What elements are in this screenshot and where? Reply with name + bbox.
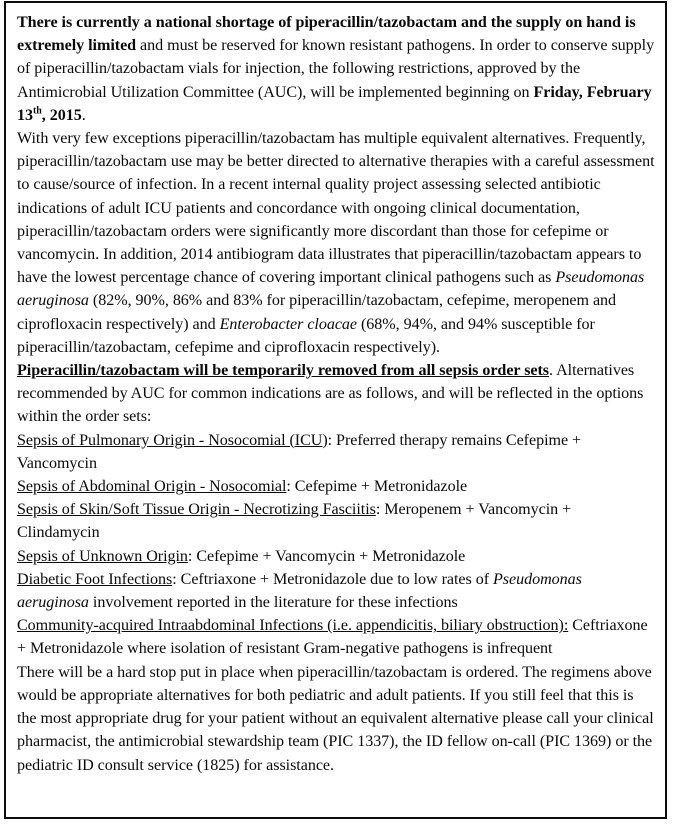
indication-item-community-acquired-intraabdominal bbox=[17, 614, 655, 660]
indication-label: Sepsis of Skin/Soft Tissue Origin - Necrotizing Fasciitis bbox=[17, 501, 376, 519]
indication-regimen: : Cefepime + Vancomycin + Metronidazole bbox=[187, 547, 466, 565]
indication-label: Community-acquired Intraabdominal Infections (i.e. appendicitis, biliary obstruction): bbox=[17, 617, 569, 635]
species-pseudomonas-aeruginosa: Pseudomonas aeruginosa bbox=[17, 570, 582, 612]
indication-item-abdominal-nosocomial bbox=[17, 475, 655, 498]
indication-regimen-tail: involvement reported in the literature for these infections bbox=[88, 594, 458, 612]
effective-date-main: Friday, February 13 bbox=[17, 83, 652, 124]
indication-regimen: : Meropenem + Vancomycin + Clindamycin bbox=[17, 501, 572, 542]
removal-notice-detail: . Alternatives recommended by AUC for common indications are as follows, and will be reflected in the options within the order sets: bbox=[17, 362, 644, 426]
paragraph-shortage-announcement bbox=[17, 11, 655, 127]
antibiogram-enterobacter-rates: (68%, 94%, and 94% susceptible for piperacillin/tazobactam, cefepime and ciprofloxacin respectively). bbox=[17, 315, 595, 356]
indication-regimen: Ceftriaxone + Metronidazole where isolation of resistant Gram-negative pathogens is infrequent bbox=[17, 617, 648, 658]
shortage-end-punctuation: . bbox=[81, 106, 86, 124]
indication-item-unknown-origin bbox=[17, 545, 655, 568]
effective-date-ordinal-suffix: th bbox=[33, 105, 42, 117]
shortage-lead-bold: There is currently a national shortage of piperacillin/tazobactam and the supply on hand is extremely limited bbox=[17, 14, 636, 55]
paragraph-removal-notice bbox=[17, 359, 655, 429]
indication-item-pulmonary-nosocomial bbox=[17, 429, 655, 475]
removal-notice-heading: Piperacillin/tazobactam will be temporarily removed from all sepsis order sets bbox=[17, 362, 550, 380]
indication-item-diabetic-foot bbox=[17, 568, 655, 614]
indication-regimen-lead: : Ceftriaxone + Metronidazole due to low rates of bbox=[172, 570, 493, 588]
document-body bbox=[6, 3, 665, 783]
indication-label: Sepsis of Abdominal Origin - Nosocomial bbox=[17, 478, 287, 496]
document-page-border bbox=[4, 1, 667, 819]
paragraph-closing-contacts: There will be a hard stop put in place when piperacillin/tazobactam is ordered. The regimens above would be appropriate alternatives for both pediatric and adult patients. If you still feel that this is the most appropriate drug for your patient without an equivalent alternative please call your clinical pharmacist, the antimicrobial stewardship team (PIC 1337), the ID fellow on-call (PIC 1369) or the pediatric ID consult service (1825) for assistance. bbox=[17, 663, 654, 774]
effective-date-year: , 2015 bbox=[41, 106, 82, 124]
antibiogram-pseudomonas-rates: (82%, 90%, 86% and 83% for piperacillin/tazobactam, cefepime, meropenem and ciprofloxacin respectively) and bbox=[17, 292, 617, 333]
indication-label: Sepsis of Unknown Origin bbox=[17, 547, 188, 565]
indication-item-skin-soft-tissue bbox=[17, 498, 655, 544]
rationale-body-text: With very few exceptions piperacillin/tazobactam has multiple equivalent alternatives. Frequently, piperacillin/tazobactam use may be better directed to alternative therapies with a careful assessment to cause/source of infection. In a recent internal quality project assessing selected antibiotic indications of adult ICU patients and concordance with ongoing clinical documentation, piperacillin/tazobactam orders were significantly more discordant than those for cefepime or vancomycin. In addition, 2014 antibiogram data illustrates that piperacillin/tazobactam appears to have the lowest percentage chance of covering important clinical pathogens such as bbox=[17, 130, 655, 287]
species-enterobacter-cloacae: Enterobacter cloacae bbox=[219, 315, 358, 333]
indication-regimen: : Preferred therapy remains Cefepime + Vancomycin bbox=[17, 431, 582, 472]
indication-regimen: : Cefepime + Metronidazole bbox=[286, 478, 468, 496]
species-pseudomonas-aeruginosa: Pseudomonas aeruginosa bbox=[17, 269, 645, 310]
indication-label: Sepsis of Pulmonary Origin - Nosocomial (ICU) bbox=[17, 431, 328, 449]
indication-label: Diabetic Foot Infections bbox=[17, 570, 173, 588]
shortage-body-text: and must be reserved for known resistant pathogens. In order to conserve supply of piperacillin/tazobactam vials for injection, the following restrictions, approved by the Antimicrobial Utilization Committee (AUC), will be implemented beginning on bbox=[17, 37, 655, 101]
paragraph-rationale-antibiogram bbox=[17, 127, 655, 359]
